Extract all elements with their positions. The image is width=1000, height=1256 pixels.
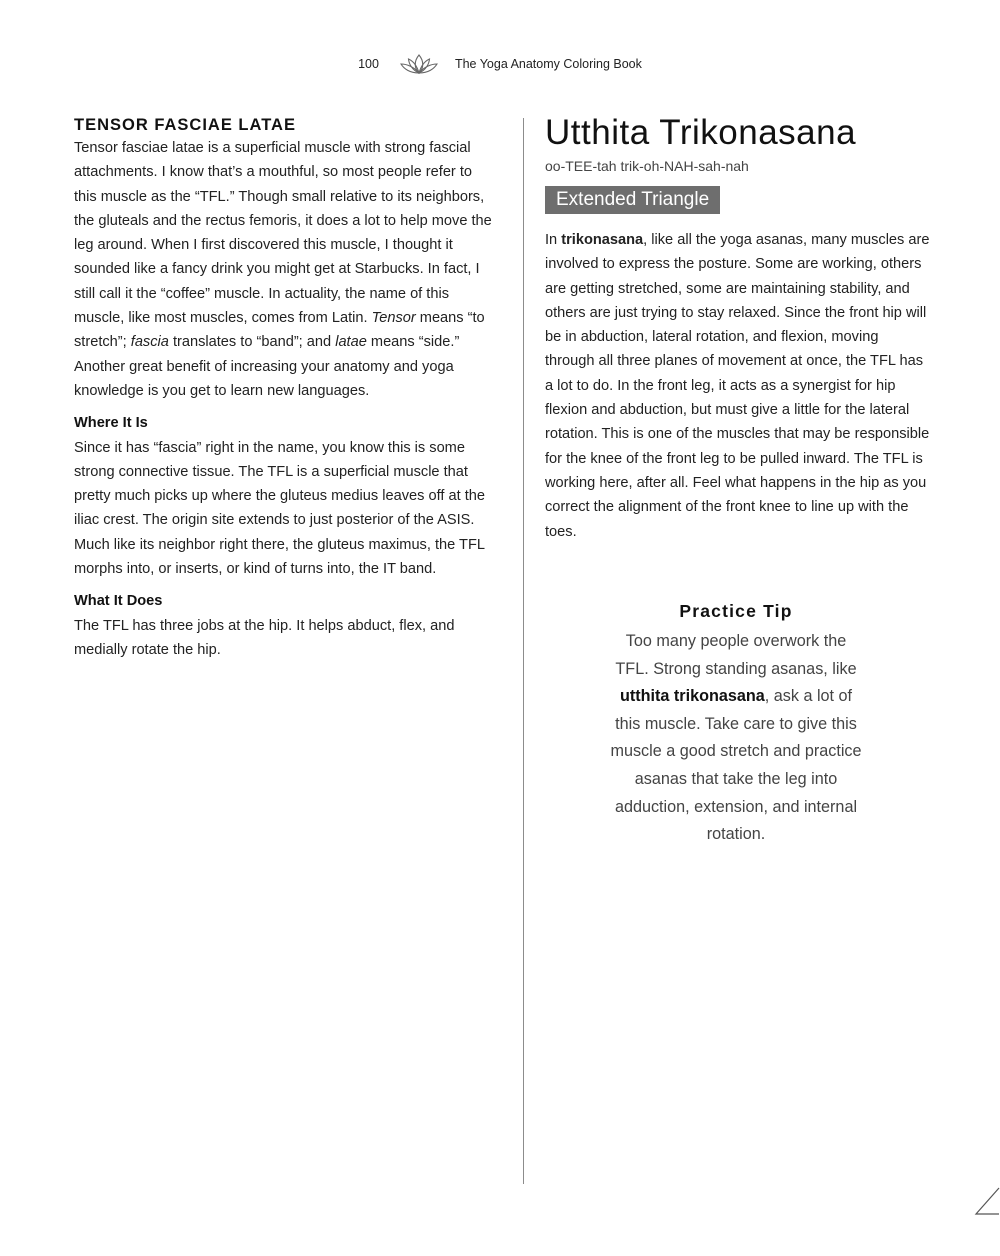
pose-desc-lead: In — [545, 232, 562, 248]
latin-term-latae: latae — [335, 334, 367, 351]
column-divider — [523, 118, 524, 1184]
intro-text-1: Tensor fasciae latae is a superficial muscle with strong fascial attachments. I know that’s a mouthful, so most people refer to this muscle as the “TFL.” Though small relative to its neighbors, the gluteals and the rectus femoris, it does a lot to help move the leg around. When I first discovered this muscle, I thought it sounded like a fancy drink you might get at Starbucks. In fact, I still call it the “coffee” muscle. In actuality, the name of this muscle, like most muscles, comes from Latin. — [74, 140, 492, 327]
running-header — [0, 53, 1000, 75]
tip-rest: , ask a lot of this muscle. Take care to give this muscle a good stretch and practice asanas that take the leg into adduction, extension, and internal rotation. — [610, 687, 862, 844]
pose-english-name-badge: Extended Triangle — [545, 186, 720, 214]
latin-term-tensor: Tensor — [371, 310, 416, 327]
pose-title: Utthita Trikonasana — [545, 113, 857, 152]
pose-pronunciation: oo-TEE-tah trik-oh-NAH-sah-nah — [545, 158, 749, 174]
muscle-intro-paragraph — [74, 136, 494, 403]
pose-description-paragraph — [545, 228, 930, 544]
where-it-is-paragraph: Since it has “fascia” right in the name, you know this is some strong connective tissue. The TFL is a superficial muscle that pretty much picks up where the gluteus medius leaves off at the iliac crest. The origin site extends to just posterior of the ASIS. Much like its neighbor right there, the gluteus maximus, the TFL morphs into, or inserts, or kind of turns into, the IT band. — [74, 439, 486, 578]
what-it-does-heading: What It Does — [74, 593, 163, 610]
pose-section — [545, 112, 930, 544]
where-it-is-heading: Where It Is — [74, 415, 148, 432]
muscle-title: TENSOR FASCIAE LATAE — [74, 116, 296, 134]
latin-term-fascia: fascia — [130, 334, 169, 351]
intro-text-2: means “to stretch”; — [74, 310, 485, 351]
practice-tip-title: Practice Tip — [679, 601, 793, 621]
lotus-icon — [399, 53, 439, 75]
pose-desc-term: trikonasana — [561, 232, 644, 248]
practice-tip — [610, 598, 862, 849]
corner-triangle-icon — [972, 1186, 1000, 1216]
book-title: The Yoga Anatomy Coloring Book — [454, 57, 642, 71]
page-number: 100 — [358, 57, 379, 71]
intro-text-3: translates to “band”; and — [168, 334, 336, 351]
pose-desc-rest: , like all the yoga asanas, many muscles are involved to express the posture. Some are working, others are getting stretched, some are maintaining stability, and others are just trying to stay relaxed. Since the front hip will be in abduction, lateral rotation, and flexion, moving through all three planes of movement at once, the TFL has a lot to do. In the front leg, it acts as a synergist for hip flexion and abduction, but must give a little for the lateral rotation. This is one of the muscles that may be responsible for the knee of the front leg to be pulled inward. The TFL is working here, after all. Feel what happens in the hip as you correct the alignment of the front knee to line up with the toes. — [545, 232, 930, 540]
what-it-does-paragraph: The TFL has three jobs at the hip. It helps abduct, flex, and medially rotate the hip. — [74, 617, 455, 658]
practice-tip-text — [610, 628, 862, 849]
tip-lead: Too many people overwork the TFL. Strong standing asanas, like — [615, 632, 857, 678]
muscle-section — [74, 114, 494, 662]
intro-text-4: means “side.” Another great benefit of increasing your anatomy and yoga knowledge is you get to learn new languages. — [74, 334, 460, 399]
tip-term: utthita trikonasana — [619, 687, 765, 706]
